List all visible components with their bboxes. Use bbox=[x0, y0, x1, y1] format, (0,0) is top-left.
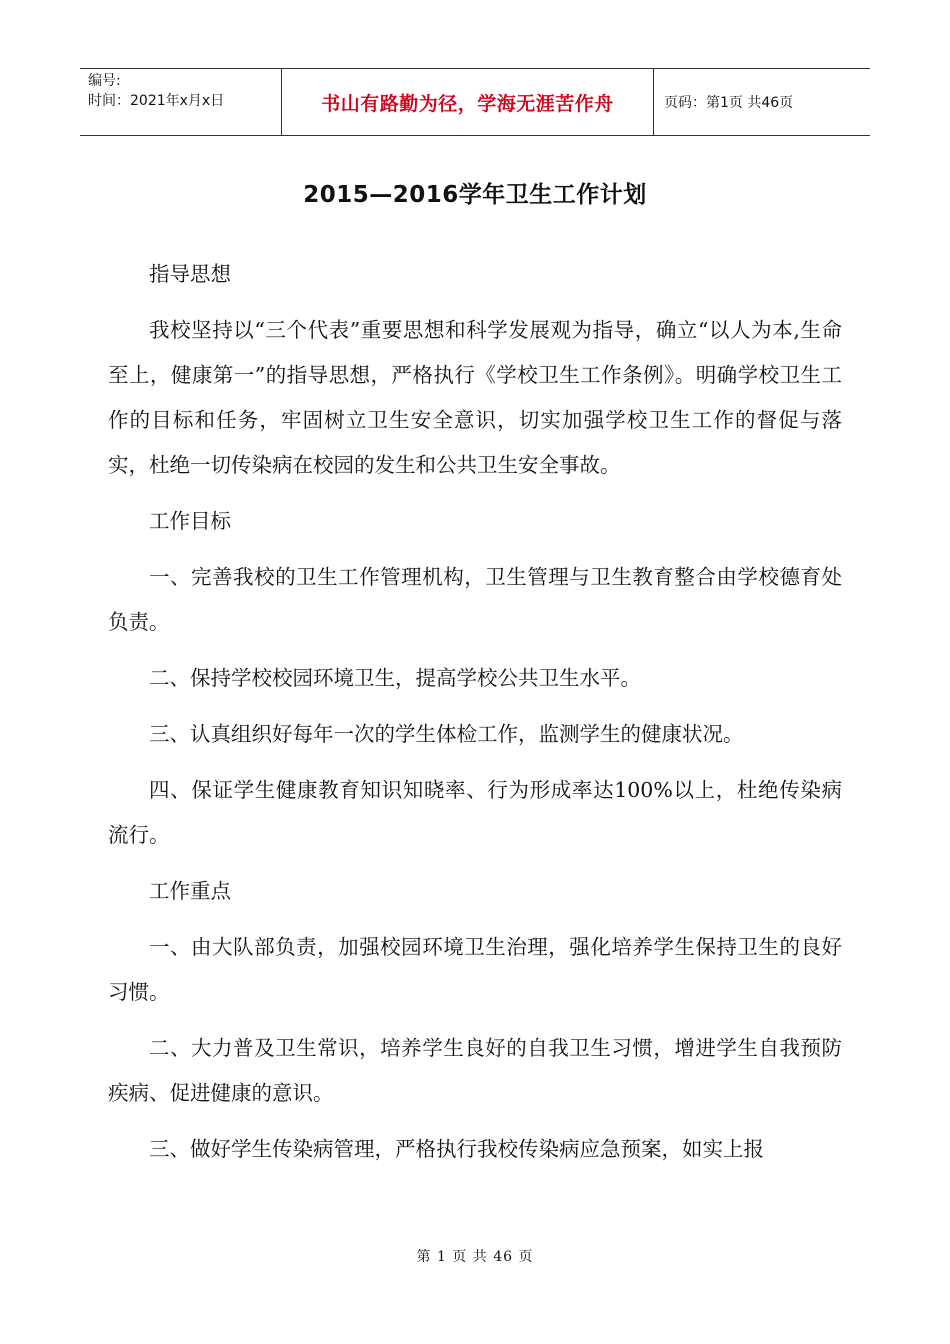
document-number-label: 编号: bbox=[88, 73, 121, 89]
focus-item-1: 一、由大队部负责，加强校园环境卫生治理，强化培养学生保持卫生的良好习惯。 bbox=[108, 935, 842, 1004]
header-motto: 书山有路勤为径，学海无涯苦作舟 bbox=[321, 92, 614, 115]
document-title: 2015—2016学年卫生工作计划 bbox=[303, 182, 647, 208]
goal-item-1: 一、完善我校的卫生工作管理机构，卫生管理与卫生教育整合由学校德育处负责。 bbox=[108, 565, 842, 634]
goal-item-2: 二、保持学校校园环境卫生，提高学校公共卫生水平。 bbox=[149, 666, 641, 690]
header-page-cell bbox=[654, 69, 870, 135]
paragraph-guiding-text: 我校坚持以“三个代表”重要思想和科学发展观为指导，确立“以人为本,生命至上，健康第一”的指导思想，严格执行《学校卫生工作条例》。明确学校卫生工作的目标和任务，牢固树立卫生安全意识，切实加强学校卫生工作的督促与落实，杜绝一切传染病在校园的发生和公共卫生安全事故。 bbox=[108, 318, 842, 477]
document-body bbox=[108, 252, 842, 1183]
focus-item-3: 三、做好学生传染病管理，严格执行我校传染病应急预案，如实上报 bbox=[149, 1137, 764, 1161]
document-date-label: 时间：2021年x月x日 bbox=[88, 93, 225, 109]
header-meta-cell bbox=[80, 69, 282, 135]
focus-item-2: 二、大力普及卫生常识，培养学生良好的自我卫生习惯，增进学生自我预防疾病、促进健康的意识。 bbox=[108, 1036, 842, 1105]
page-footer: 第 1 页 共 46 页 bbox=[416, 1249, 534, 1265]
header-motto-cell bbox=[282, 69, 654, 135]
section-heading-focus: 工作重点 bbox=[149, 879, 231, 903]
goal-item-3: 三、认真组织好每年一次的学生体检工作，监测学生的健康状况。 bbox=[149, 722, 744, 746]
goal-item-4: 四、保证学生健康教育知识知晓率、行为形成率达100%以上，杜绝传染病流行。 bbox=[108, 778, 842, 847]
section-heading-guiding: 指导思想 bbox=[149, 262, 231, 286]
header-page-info: 页码：第1页 共46页 bbox=[664, 95, 794, 111]
document-header bbox=[80, 68, 870, 136]
section-heading-goals: 工作目标 bbox=[149, 509, 231, 533]
